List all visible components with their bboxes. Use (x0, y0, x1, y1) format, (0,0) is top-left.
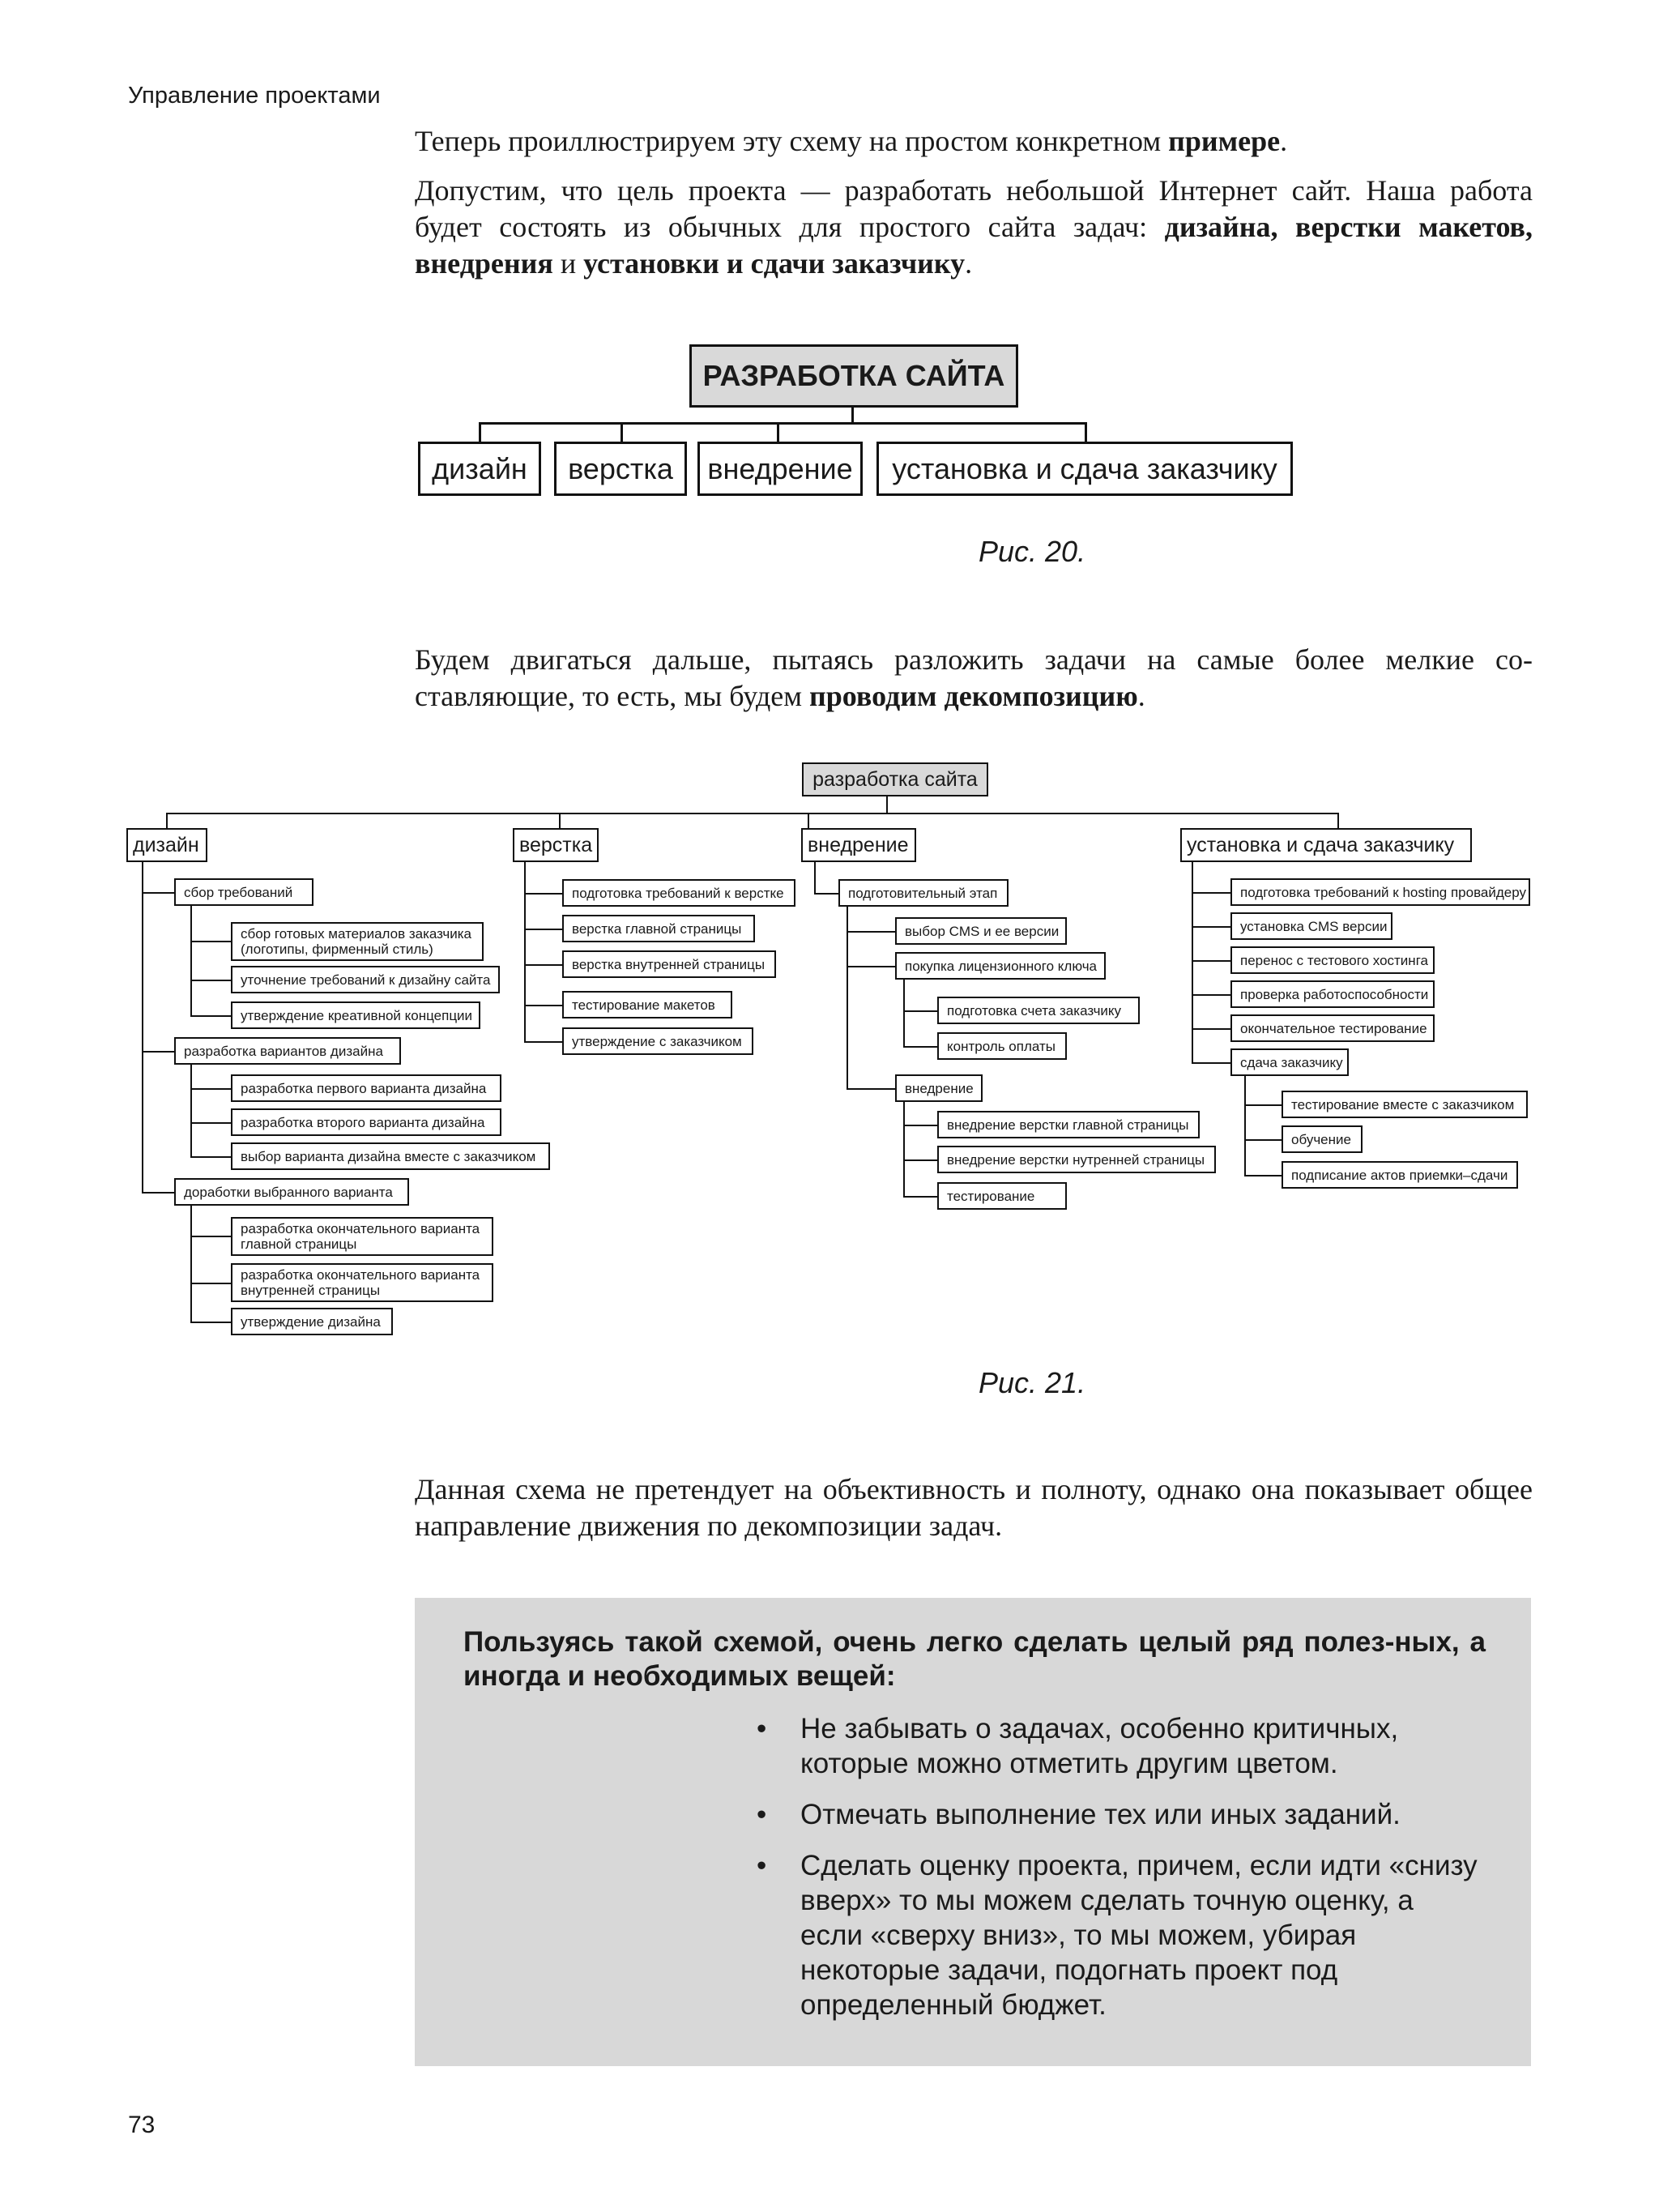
fig21-layout-item: утверждение с заказчиком (562, 1027, 753, 1055)
fig21-impl-item: внедрение верстки нутренней страницы (937, 1146, 1216, 1173)
fig21-delivery-item: проверка работоспособности (1230, 980, 1435, 1008)
fig21-design-item: разработка окончательного варианта внутренней страницы (231, 1263, 493, 1302)
bullet-icon: • (757, 1850, 767, 1881)
fig21-delivery-item: окончательное тестирование (1230, 1014, 1435, 1042)
running-header: Управление проектами (128, 83, 381, 109)
callout-bullet: • Сделать оценку проекта, причем, если идти «снизу вверх» то мы можем сделать точную оценку, а если «сверху вниз», то мы можем, убирая некоторые задачи, подогнать проект под определенный бюджет. (757, 1850, 1478, 2021)
fig21-layout-item: верстка внутренней страницы (562, 950, 776, 978)
fig20-implementation: внедрение (697, 442, 863, 496)
fig21-design-item: разработка первого варианта дизайна (231, 1074, 501, 1102)
fig21-impl-impl: внедрение (895, 1074, 983, 1102)
fig21-design-item: выбор варианта дизайна вместе с заказчиком (231, 1142, 550, 1170)
fig21-impl-item: контроль оплаты (937, 1032, 1067, 1060)
fig21-layout-item: тестирование макетов (562, 991, 732, 1018)
fig20-design: дизайн (418, 442, 541, 496)
fig21-delivery-item: перенос с тестового хостинга (1230, 946, 1435, 974)
fig21-layout-item: подготовка требований к верстке (562, 879, 795, 907)
fig21-layout: верстка (513, 828, 599, 862)
fig20-root: РАЗРАБОТКА САЙТА (689, 344, 1018, 408)
paragraph-1: Теперь проиллюстрируем эту схему на простом конкретном примере. (415, 125, 1288, 157)
fig21-impl-item: тестирование (937, 1182, 1067, 1210)
figure-20-caption: Рис. 20. (979, 535, 1086, 568)
fig21-layout-item: верстка главной страницы (562, 915, 755, 942)
conclusion-text (415, 1471, 1533, 1544)
paragraph-4: Данная схема не претендует на объективность и полноту, однако она показывает общее направление движения по декомпозиции задач. (415, 1473, 1533, 1542)
bullet-icon: • (757, 1799, 767, 1830)
fig21-design-item: уточнение требований к дизайну сайта (231, 966, 500, 993)
callout-list (753, 1711, 1482, 2039)
fig20-delivery: установка и сдача заказчику (876, 442, 1293, 496)
fig21-impl-item: подготовка счета заказчику (937, 997, 1140, 1024)
fig21-design-refinement: доработки выбранного варианта (174, 1178, 409, 1206)
fig21-design-item: утверждение дизайна (231, 1308, 393, 1335)
callout-title: Пользуясь такой схемой, очень легко сделать целый ряд полез-ных, а иногда и необходимых вещей: (463, 1626, 1486, 1692)
fig21-delivery: установка и сдача заказчику (1180, 828, 1472, 862)
fig21-design-requirements: сбор требований (174, 878, 313, 906)
fig21-delivery-item: установка CMS версии (1230, 912, 1392, 940)
page-number: 73 (128, 2112, 156, 2138)
fig21-impl-item: внедрение верстки главной страницы (937, 1111, 1200, 1138)
fig21-design-variants: разработка вариантов дизайна (174, 1037, 401, 1065)
fig21-impl-item: выбор CMS и ее версии (895, 917, 1067, 945)
fig21-design-item: разработка второго варианта дизайна (231, 1108, 501, 1136)
middle-text (415, 642, 1533, 715)
fig21-implementation: внедрение (801, 828, 916, 862)
fig21-delivery-item: подготовка требований к hosting провайдеру (1230, 878, 1530, 906)
fig21-root: разработка сайта (802, 762, 988, 796)
fig21-delivery-item: подписание актов приемки–сдачи (1282, 1161, 1518, 1189)
callout-bullet: • Не забывать о задачах, особенно критичных, которые можно отметить другим цветом. (757, 1713, 1399, 1779)
callout-bullet: • Отмечать выполнение тех или иных заданий. (757, 1799, 1401, 1830)
figure-21-caption: Рис. 21. (979, 1366, 1086, 1399)
paragraph-2: Допустим, что цель проекта — разработать небольшой Интернет сайт. Наша работа будет состоять из обычных для простого сайта задач: дизайна, верстки макетов, внедрения и установки и сдачи заказчику. (415, 174, 1533, 280)
fig21-impl-prep: подготовительный этап (838, 879, 1009, 907)
bullet-icon: • (757, 1713, 767, 1744)
fig21-design-item: сбор готовых материалов заказчика (логотипы, фирменный стиль) (231, 922, 484, 961)
fig21-design-item: разработка окончательного варианта главной страницы (231, 1217, 493, 1256)
fig20-layout: верстка (554, 442, 687, 496)
fig21-delivery-item: сдача заказчику (1230, 1048, 1349, 1076)
paragraph-3: Будем двигаться дальше, пытаясь разложить задачи на самые более мелкие со-ставляющие, то есть, мы будем проводим декомпозицию. (415, 643, 1533, 712)
fig21-impl-item: покупка лицензионного ключа (895, 952, 1106, 980)
fig21-design: дизайн (126, 828, 207, 862)
fig21-delivery-item: обучение (1282, 1125, 1363, 1153)
intro-text (415, 123, 1533, 282)
fig21-design-item: утверждение креативной концепции (231, 1001, 480, 1029)
fig21-delivery-item: тестирование вместе с заказчиком (1282, 1091, 1528, 1118)
